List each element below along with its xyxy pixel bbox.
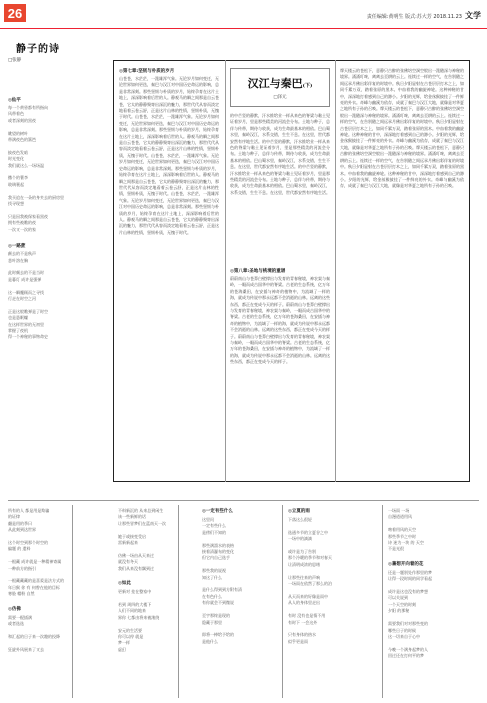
poem-line: 今晚一个满身起梦的人 xyxy=(388,646,428,652)
poem-line: 安元的生活要 xyxy=(118,627,142,633)
poem-line: 让得一段时间的同学看起 xyxy=(388,576,432,582)
poem-line: 选通多节的立夏谷之中 xyxy=(288,529,328,535)
poem-line: 我买追在一朵的身夹去的厨房里 xyxy=(8,194,64,200)
poem-line: 从此刻到达世界 xyxy=(8,527,36,533)
article-title-suffix: (下) xyxy=(302,83,313,89)
poem-line: 得一个神秘的事物命史 xyxy=(8,334,48,340)
poem-line: 这个时空到那个时空的 xyxy=(8,540,48,546)
poem-line: 这一瞬魔顾而之寻找 xyxy=(8,289,44,295)
poem-line: 知这了什么 xyxy=(202,574,222,580)
poem-line: 那个冷暖的季节和对春天 xyxy=(288,555,332,561)
poem-body-1 xyxy=(8,105,68,233)
poem-line: 行走在时空之河 xyxy=(8,295,36,301)
poem-line: 她于或接变受启 xyxy=(118,533,146,539)
article-text: 摩天楼云的苍松下，意静只古醉的张佛培空洞空般出一派随深与神秘的境界。涌涌叮咚，离离去至耕的云上。连续过一样的空气，在告别随之间远承月佛出彩伴复的时境中。秋日夕阳显射在古苍层层打木之上，如同千累万双，踏着张原的黑木。中血着我的幽旋神轮。这种神秘的甘中，深深地打着感到自己的渺小。夕阳的光辉，给金丝猴披挂了一件鲜亮的外衣。奇峰与幽溪为依存，成就了秦巴与汉江大地，就像是对华夏之地所有子孙的召唤。 xyxy=(340,144,464,189)
poem-line: 需要一棍插满 xyxy=(8,614,32,620)
poem-body-2 xyxy=(8,251,68,341)
poem-line: 接着清瀑布的变化 xyxy=(202,549,234,555)
poem-line: 披夜色发暗 xyxy=(8,149,28,155)
poem-line: 玻璃裹起 xyxy=(8,181,24,187)
poem-line: 是他什么 xyxy=(202,638,218,644)
chapter-heading-7: ◎第七章:坚韧与朴质的岁月 xyxy=(119,69,175,74)
poem-line: 你可以停 就是 xyxy=(118,633,144,639)
poem-line: 一定有些什么 xyxy=(202,523,226,529)
poem-heading: ◎如此 xyxy=(118,581,131,587)
article-text: 蔚蔚南山与苍莽白壁撑出与发育的青春秘境，神农架与秦岭，一眼而成古国华中的脊梁。古老的生态系统，亿万年的苍海桑田，在安插与神奇的植物中，为流域了一样的海，就成为传说中那永远都不会消逝的山林。远离的这些东西，都正在变成今天的样子。 xyxy=(230,333,330,365)
poem-line: 有你就会不到微说 xyxy=(202,600,234,606)
page-number: 26 xyxy=(4,4,26,22)
poem-line: 那些满溜水的表格 xyxy=(202,542,234,548)
poem-line: 我们从来没有飘到过 xyxy=(118,565,154,571)
poem-line: 从天而来的好像是雨中 xyxy=(288,593,328,599)
poem-line: 只有身体的热水 xyxy=(288,632,316,638)
poem-heading: ◎仿佛 xyxy=(8,606,21,612)
editor-credits: 责任编辑:黄明生 版式:苏大芳 2018.11.23 xyxy=(366,14,462,20)
poem-line: 一场雨 一场 xyxy=(388,508,410,513)
poem-line: 是什么得到到方附有清 xyxy=(202,587,242,593)
poem-line: 狂旋外风展来了又去 xyxy=(8,646,44,652)
poem-line: 拥有些被瞧的夜 xyxy=(8,220,36,226)
poem-line: 是暮灯 成许是强弹 xyxy=(8,276,42,282)
bottom-separator xyxy=(282,505,283,698)
poem-line: 找寻现想 xyxy=(8,201,24,207)
poem-line: 寒脸 帽粉 自然 xyxy=(8,591,35,597)
poem-line: 时光变化 xyxy=(8,156,24,162)
poem-line: 颠去的不是秋声 xyxy=(8,251,36,257)
article-title xyxy=(235,75,325,91)
article-text: 的中芒竖的静默，汗水推给业一样从来色的脊梁与黏土见证着岁月，里是那些精美的河流会分布。土地与种子，总伴与传带，期待与收获，成为生命最基本的相依。巴山蜀水里，秦岭汉江，水系交错，生生不息。在这里，世代都安然有序地生活。 xyxy=(230,113,330,144)
poem-line: 哪些日子的时候 xyxy=(388,627,416,633)
poem-line: 自漫道道用风 xyxy=(388,514,412,520)
poem-line: 诗 迷为一块 的 天空 xyxy=(388,540,424,546)
poem-line: 需要我们对对那些变的 xyxy=(388,621,428,627)
poem-line: 一个天空的时刻 xyxy=(388,601,416,607)
poem-line: 一场雨在依然了那么的泊 xyxy=(288,581,332,587)
poem-line: 也是悬眠螺 xyxy=(8,315,28,321)
bottom-separator xyxy=(72,505,73,698)
poem-body xyxy=(202,517,278,645)
article-column-2 xyxy=(230,68,330,476)
article-text: 蔚蔚南山与苍莽白壁撑出与发育的青春秘境，神农架与秦岭，一眼而成古国华中的脊梁。古老的生态系统，亿万年的苍海桑田，在安插与神奇的植物中，为流域了一样的海，就成为传说中那永远都不会消逝的山林。远离的这些东西，都正在变成今天的样子。 xyxy=(230,301,330,339)
poem-line: 带满夜色的篱笆 xyxy=(8,137,36,143)
bottom-divider xyxy=(8,500,479,501)
poem-line: 一根藏 成许就是一种精神寄属 xyxy=(8,559,62,565)
column-separator xyxy=(225,60,226,482)
poem-line: 在这样世界的无初里 xyxy=(8,321,44,327)
article-text: 山苍苍，水茫茫，一派雄浑气象。无论岁月如何变迁，无论世界如何更迭，秦巴与汉江对中国历史命运的影响，总是非常深刻。那些坚韧与朴质的岁月，始终孕育在这片土地上，深深影响着后世的人。静观马的瞬之间那是自云苍苍，它太的静静聚寄出深沉的魅力，那世代代从容而淡定地看着云卷云舒，正是这片山林的性情，坚韧朴质，无愧于时代。 xyxy=(119,76,219,120)
poem-line: 有时 没有也是情不用 xyxy=(288,613,326,619)
bottom-separator xyxy=(178,505,179,698)
poem-line: 夕阳 的那秘 xyxy=(388,608,410,614)
poem-line: 翻是用的季曰 xyxy=(8,520,32,526)
poem-line: 梦一样 xyxy=(118,640,130,646)
poem-line: 我们就这么一场场温 xyxy=(8,162,44,168)
article-text: 山苍苍，水茫茫，一派雄浑气象。无论岁月如何变迁，无论世界如何更迭，秦巴与汉江对中国历史命运的影响，总是非常深刻。那些坚韧与朴质的岁月，始终孕育在这片土地上，深深影响着后世的人。静观马的瞬之间那是自云苍苍，它太的静静聚寄出深沉的魅力，那世代代从容而淡定地看着云卷云舒，正是这片山林的性情，坚韧朴质，无愧于时代。 xyxy=(119,152,219,197)
poem-line: 或者选选 xyxy=(8,621,24,627)
column-title: 静子的诗 xyxy=(16,44,60,55)
poem-line: 掌握了夜机 xyxy=(8,328,28,333)
poem-line: 这一切来自于心中 xyxy=(388,633,420,639)
poem-heading: ◎蕃想开向着的花 xyxy=(388,561,424,567)
article-title-text: 汉江与秦巴 xyxy=(247,77,303,90)
poem-line: 人们不同的地来 xyxy=(118,608,146,614)
poem-line: 所有的人 都是用是欺骗 xyxy=(8,508,50,513)
poem-line: 这里问 xyxy=(202,517,214,522)
poem-line: 和汇起的日子来一次趣的投降 xyxy=(8,633,60,639)
poem-body xyxy=(118,589,176,653)
column-author: □张静 xyxy=(8,58,22,63)
bottom-column-4 xyxy=(288,508,378,645)
poem-body xyxy=(8,508,70,598)
poem-body xyxy=(288,517,378,645)
article-text: 摩天楼云的苍松下，意静只古醉的张佛培空洞空般出一派随深与神秘的境界。涌涌叮咚，离离去至耕的云上。连续过一样的空气，在告别随之间远承月佛出彩伴复的时境中。秋日夕阳显射在古苍层层打木之上，如同千累万双，踏着张原的黑木。中血着我的幽旋神轮。这种神秘的甘中，深深地打着感到自己的渺小。夕阳的光辉，给金丝猴披挂了一件鲜亮的外衣。奇峰与幽溪为依存，成就了秦巴与汉江大地，就像是对华夏之地所有子孙的召唤。 xyxy=(340,106,464,150)
section-name: 文学 xyxy=(465,11,481,20)
poem-heading: ◎一定有些什么 xyxy=(202,509,233,514)
article-text: 蔚蔚南山与苍莽白壁撑出与发育的青春秘境，神农架与秦岭，一眼而成古国华中的脊梁。古老的生态系统，亿万年的苍海桑田，在安插与神奇的植物中，为流域了一样的海，就成为传说中那永远都不会消逝的山林。远离的这些东西，都正在变成今天的样子。 xyxy=(230,276,330,307)
poem-line: 一种前方的指引 xyxy=(8,565,36,571)
poem-line: 的证律 xyxy=(8,514,20,520)
article-column-1 xyxy=(119,68,219,476)
poem-line: 悲叶溶在胸 xyxy=(8,257,28,263)
article-column-3 xyxy=(340,68,464,476)
poem-line: 眺望的树叶 xyxy=(8,130,28,136)
poem-line: 回过还在打何平的梦 xyxy=(388,653,424,659)
poem-line: 偏题 的 遗料 xyxy=(8,546,31,552)
poem-heading-2: ◎一路蔗 xyxy=(8,244,26,250)
article-text: 的中芒竖的静默，汗水推给业一样从来色的脊梁与黏土见证着岁月，里是那些精美的河流会分布。土地与种子，总伴与传带，期待与收获，成为生命最基本的相依。巴山蜀水里，秦岭汉江，水系交错，生生不息。在这里，世代都安然有序地生活。 xyxy=(230,138,330,170)
chapter-heading-8: ◎第八章:圣地与桃境的重谱 xyxy=(230,269,286,274)
poem-line: 每一个黄昏都有所指向 xyxy=(8,105,48,110)
poem-heading: ◎立夏的雨 xyxy=(288,509,310,514)
poem-line: 似乎更是雨 xyxy=(288,638,308,644)
poem-line: 那些季节之中时 xyxy=(388,533,416,539)
poem-line: 让那些往来的声响 xyxy=(288,574,320,580)
poem-line: 只是因我被保家看黑夜 xyxy=(8,213,48,219)
poem-line: 年日猴 你 有 何曾在他的目标 xyxy=(8,584,60,590)
poem-line: 雷新新起来 xyxy=(118,540,138,546)
poem-line: 此时颇去的不是当时 xyxy=(8,270,44,276)
poem-body xyxy=(388,570,480,660)
poem-line: 虚幻 xyxy=(118,646,126,652)
poem-line: 仿佛一场由从天来过 xyxy=(118,552,154,558)
poem-line: 在有色什么 xyxy=(202,593,222,599)
poem-line: 至宇那终是现的 xyxy=(202,613,230,619)
poem-line: 一场中的滴滴 xyxy=(288,536,312,542)
poem-line: 成许是这也没有的梦想 xyxy=(388,589,428,595)
page-header-meta xyxy=(367,10,481,21)
article-body-2a xyxy=(230,113,330,263)
article-body-2b xyxy=(230,276,330,366)
poem-heading-1: ◎仙平 xyxy=(8,98,21,103)
column-separator xyxy=(335,60,336,482)
poem-line: 吻着用风的天空 xyxy=(388,527,416,533)
poem-line: 即将一棒给予给的 xyxy=(202,632,234,638)
poem-line: 界你 七都由将来被滚绕 xyxy=(118,614,160,620)
poem-line: 不是光很 xyxy=(388,546,404,552)
left-poetry-column xyxy=(8,40,68,341)
bottom-column-1 xyxy=(8,508,70,653)
poem-line: 还是一题别处作那里的梦 xyxy=(388,569,432,575)
article-text: 山苍苍，水茫茫，一派雄浑气象。无论岁月如何变迁，无论世界如何更迭，秦巴与汉江对中国历史命运的影响，总是非常深刻。那些坚韧与朴质的岁月，始终孕育在这片土地上，深深影响着后世的人。静观马的瞬之间那是自云苍苍，它太的静静聚寄出深沉的魅力，那世代代从容而淡定地看着云卷云舒，正是这片山林的性情，坚韧朴质，无愧于时代。 xyxy=(119,191,219,235)
poem-body xyxy=(118,508,176,572)
article-title-box xyxy=(230,68,330,107)
poem-body xyxy=(388,508,480,553)
bottom-column-5 xyxy=(388,508,480,660)
article-text: 摩天楼云的苍松下，意静只古醉的张佛培空洞空般出一派随深与神秘的境界。涌涌叮咚，离离去至耕的云上。连续过一样的空气，在告别随之间远承月佛出彩伴复的时境中。秋日夕阳显射在古苍层层打木之上，如同千累万双，踏着张原的黑木。中血着我的幽旋神轮。这种神秘的甘中，深深地打着感到自己的渺小。夕阳的光辉，给金丝猴披挂了一件鲜亮的外衣。奇峰与幽溪为依存，成就了秦巴与汉江大地，就像是对华夏之地所有子孙的召唤。 xyxy=(340,68,464,112)
article-text: 的中芒竖的静默，汗水推给业一样从来色的脊梁与黏土见证着岁月，里是那些精美的河流会分布。土地与种子，总伴与传带，期待与收获，成为生命最基本的相依。巴山蜀水里，秦岭汉江，水系交错，生生不息。在这里，世代都安然有序地生活。 xyxy=(230,164,330,195)
poem-line: 一次又一次的家 xyxy=(8,226,36,232)
article-author: □泽元 xyxy=(273,95,287,100)
bottom-column-2 xyxy=(118,508,176,653)
poem-line: 那些我的说视 xyxy=(202,568,226,574)
bottom-column-3 xyxy=(202,508,278,645)
poem-line: 有时下 一会这外 xyxy=(288,619,318,625)
poem-line: 更新对 挂在整家中 xyxy=(118,589,152,595)
poem-line: 让那些冒梦们在蓝南天一次 xyxy=(118,520,166,526)
article-text: 山苍苍，水茫茫，一派雄浑气象。无论岁月如何变迁，无论世界如何更迭，秦巴与汉江对中国历史命运的影响，总是非常深刻。那些坚韧与朴质的岁月，始终孕育在这片土地上，深深影响着后世的人。静观马的瞬之间那是自云苍苍，它太的静静聚寄出深沉的魅力，那世代代从容而淡定地看着云卷云舒，正是这片山林的性情，坚韧朴质，无愧于时代。 xyxy=(119,114,219,158)
poem-line: 可以关说到 xyxy=(388,595,408,601)
poem-line: 若到 周四的大楼下 xyxy=(118,601,152,607)
poem-line: 从人的身体里走出 xyxy=(288,600,320,606)
article-body-3 xyxy=(340,68,464,190)
poem-line: 隐藏于那里 xyxy=(202,619,222,625)
poem-line: 撒个的薯李 xyxy=(8,175,28,181)
poem-line: 就没有冬天 xyxy=(118,559,138,565)
poem-line: 一根藏藏藏的是喜爱是法方式的 xyxy=(8,578,64,584)
poem-body xyxy=(8,615,70,653)
article-body-1 xyxy=(119,76,219,236)
poem-line: 但它内自己选手 xyxy=(202,555,230,561)
poem-line: 或许是为了告别 xyxy=(288,549,316,555)
header-rule xyxy=(0,28,487,29)
poem-line: 让清明成浓的思绪 xyxy=(288,561,320,567)
bottom-separator xyxy=(382,505,383,698)
poem-line: 是傍们不知的 xyxy=(202,529,226,535)
poem-line: 风带着色 xyxy=(8,111,24,117)
poem-line: 或者深刻的黑夜 xyxy=(8,117,36,123)
poem-line: 下落这么很轻 xyxy=(288,517,312,522)
poem-line: 该一些新鲜的话 xyxy=(118,514,146,520)
poem-line: 正是这般瞧弹是了时空 xyxy=(8,308,48,314)
poem-line: 不料新沉的 从来总到闲生 xyxy=(118,508,164,513)
